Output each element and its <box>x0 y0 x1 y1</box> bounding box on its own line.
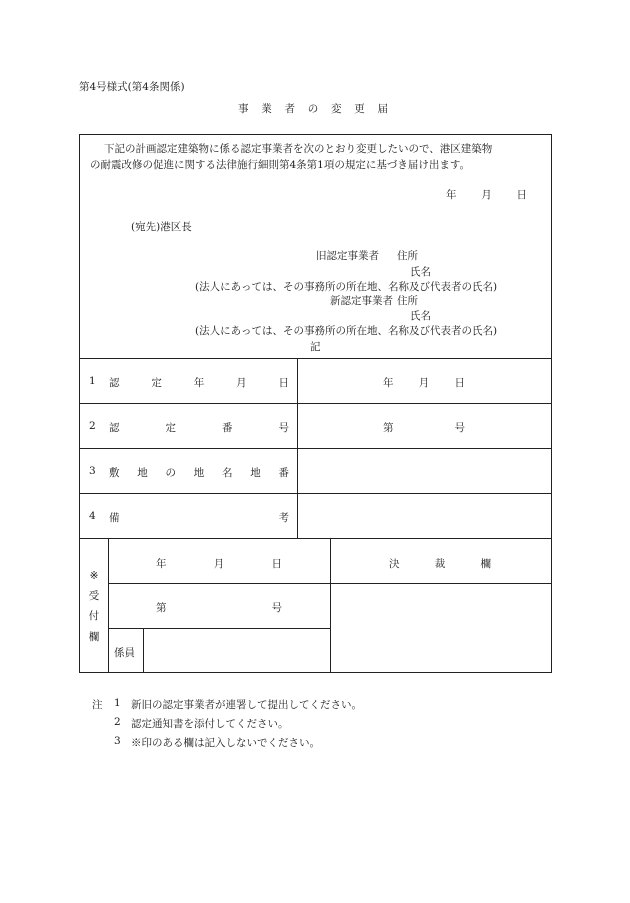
reception-center-divider <box>330 538 331 673</box>
row-divider <box>79 358 552 359</box>
old-operator-label: 旧認定事業者 <box>316 250 379 262</box>
new-operator-address-label: 住所 <box>397 295 418 307</box>
new-operator-name-label: 氏名 <box>410 310 431 322</box>
reception-side-label: ※ 受 付 欄 <box>88 570 100 643</box>
ki-marker: 記 <box>310 341 321 353</box>
row-2-label: 認 定 番 号 <box>109 422 289 434</box>
row-divider <box>79 403 552 404</box>
row-1-value: 年 月 日 <box>383 377 465 389</box>
row-divider <box>79 448 552 449</box>
reception-row-divider <box>108 583 552 584</box>
row-3-label: 敷 地 の 地 名 地 番 <box>109 467 289 479</box>
reception-side-divider <box>108 538 109 673</box>
row-3-value-field[interactable] <box>300 452 548 490</box>
row-2-number: 2 <box>89 420 96 432</box>
old-operator-name-label: 氏名 <box>410 266 431 278</box>
row-3-number: 3 <box>89 465 96 477</box>
clerk-label: 係員 <box>114 647 135 659</box>
row-4-value-field[interactable] <box>300 497 548 535</box>
note-2-text: 認定通知書を添付してください。 <box>131 718 289 730</box>
form-number: 第4号様式(第4条関係) <box>79 81 185 93</box>
row-4-number: 4 <box>89 510 96 522</box>
addressee: (宛先)港区長 <box>131 221 192 233</box>
new-operator-label: 新認定事業者 <box>330 295 393 307</box>
row-divider <box>79 493 552 494</box>
note-1-number: 1 <box>114 697 121 709</box>
row-1-number: 1 <box>89 375 96 387</box>
row-4-label: 備 考 <box>109 512 289 524</box>
old-operator-address-label: 住所 <box>397 250 418 262</box>
clerk-divider <box>143 628 144 673</box>
decision-column-header: 決 裁 欄 <box>389 558 491 570</box>
reception-number: 第 号 <box>156 602 282 614</box>
row-1-label: 認 定 年 月 日 <box>109 377 289 389</box>
submission-date: 年 月 日 <box>446 189 527 201</box>
note-2-number: 2 <box>114 716 121 728</box>
note-3-text: ※印のある欄は記入しないでください。 <box>131 737 320 749</box>
row-2-value: 第 号 <box>383 422 465 434</box>
reception-row-divider <box>108 628 330 629</box>
column-divider <box>297 358 298 538</box>
old-operator-note: (法人にあっては、その事務所の所在地、名称及び代表者の氏名) <box>195 281 498 293</box>
intro-line-2: の耐震改修の促進に関する法律施行細則第4条第1項の規定に基づき届け出ます。 <box>90 159 471 171</box>
decision-field[interactable] <box>333 587 549 670</box>
reception-date: 年 月 日 <box>156 558 282 570</box>
intro-line-1: 下記の計画認定建築物に係る認定事業者を次のとおり変更したいので、港区建築物 <box>104 143 493 155</box>
new-operator-note: (法人にあっては、その事務所の所在地、名称及び代表者の氏名) <box>195 325 498 337</box>
document-title: 事 業 者 の 変 更 届 <box>238 103 388 115</box>
note-3-number: 3 <box>114 735 121 747</box>
note-1-text: 新旧の認定事業者が連署して提出してください。 <box>131 699 362 711</box>
notes-prefix: 注 <box>92 699 103 711</box>
row-divider <box>79 538 552 539</box>
clerk-field[interactable] <box>146 631 327 670</box>
